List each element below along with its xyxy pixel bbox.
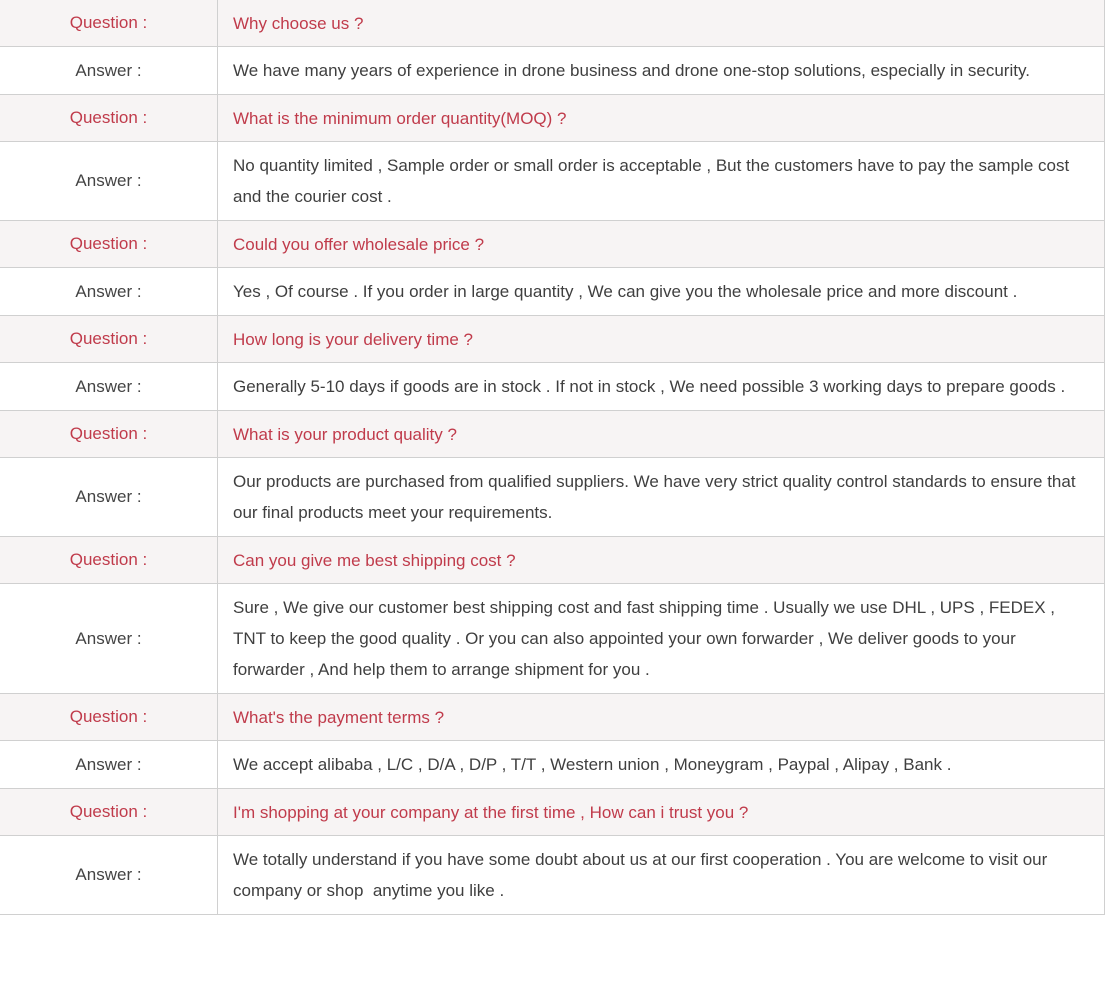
question-label: Question : <box>69 13 148 32</box>
question-label: Question : <box>69 424 148 443</box>
answer-row-content-cell <box>218 363 1104 410</box>
answer-text: Sure , We give our customer best shipping cost and fast shipping time . Usually we use DHL , UPS , FEDEX , TNT to keep the good quality . Or you can also appointed your own forwarder , We deliver goods to your forwarder , And help them to arrange shipment for you . <box>233 598 1060 679</box>
answer-label: Answer : <box>75 60 142 80</box>
faq-question-row <box>0 221 1104 268</box>
question-row-label-cell <box>0 316 218 362</box>
faq-answer-row <box>0 142 1104 221</box>
faq-answer-row <box>0 836 1104 915</box>
faq-question-row <box>0 0 1104 47</box>
faq-question-row <box>0 95 1104 142</box>
faq-question-row <box>0 316 1104 363</box>
question-row-content-cell <box>218 316 1104 362</box>
answer-text: We have many years of experience in drone business and drone one-stop solutions, especially in security. <box>233 61 1030 80</box>
answer-row-label-cell <box>0 268 218 315</box>
answer-row-label-cell <box>0 584 218 693</box>
question-row-label-cell <box>0 221 218 267</box>
answer-label: Answer : <box>75 628 142 648</box>
faq-answer-row <box>0 741 1104 789</box>
answer-text: Yes , Of course . If you order in large quantity , We can give you the wholesale price and more discount . <box>233 282 1018 301</box>
question-label: Question : <box>69 550 148 569</box>
question-text: I'm shopping at your company at the first time , How can i trust you ? <box>233 802 749 822</box>
question-row-label-cell <box>0 411 218 457</box>
question-row-label-cell <box>0 95 218 141</box>
question-row-label-cell <box>0 0 218 46</box>
question-label: Question : <box>69 234 148 253</box>
answer-row-content-cell <box>218 836 1104 914</box>
question-text: How long is your delivery time ? <box>233 329 473 349</box>
question-label: Question : <box>69 108 148 127</box>
question-label: Question : <box>69 802 148 821</box>
question-row-content-cell <box>218 0 1104 46</box>
faq-question-row <box>0 537 1104 584</box>
answer-label: Answer : <box>75 376 142 396</box>
question-row-label-cell <box>0 694 218 740</box>
answer-text: We accept alibaba , L/C , D/A , D/P , T/T , Western union , Moneygram , Paypal , Alipay , Bank . <box>233 755 952 774</box>
answer-row-content-cell <box>218 47 1104 94</box>
answer-row-content-cell <box>218 142 1104 220</box>
question-row-label-cell <box>0 789 218 835</box>
question-text: What is your product quality ? <box>233 424 457 444</box>
question-row-content-cell <box>218 411 1104 457</box>
answer-text: We totally understand if you have some doubt about us at our first cooperation . You are welcome to visit our company or shop anytime you like . <box>233 850 1052 900</box>
question-text: What is the minimum order quantity(MOQ) ? <box>233 108 567 128</box>
question-row-content-cell <box>218 694 1104 740</box>
question-row-content-cell <box>218 95 1104 141</box>
answer-label: Answer : <box>75 487 142 506</box>
answer-text: No quantity limited , Sample order or small order is acceptable , But the customers have to pay the sample cost and the courier cost . <box>233 156 1074 206</box>
faq-question-row <box>0 411 1104 458</box>
answer-row-label-cell <box>0 741 218 788</box>
question-text: Could you offer wholesale price ? <box>233 234 485 254</box>
answer-label: Answer : <box>75 865 142 884</box>
answer-label: Answer : <box>75 171 142 190</box>
question-row-content-cell <box>218 537 1104 583</box>
question-text: What's the payment terms ? <box>233 707 445 727</box>
answer-row-label-cell <box>0 363 218 410</box>
answer-row-content-cell <box>218 268 1104 315</box>
answer-row-label-cell <box>0 458 218 536</box>
question-row-content-cell <box>218 221 1104 267</box>
faq-question-row <box>0 789 1104 836</box>
answer-row-label-cell <box>0 47 218 94</box>
faq-question-row <box>0 694 1104 741</box>
answer-row-content-cell <box>218 584 1104 693</box>
answer-label: Answer : <box>75 754 142 774</box>
answer-text: Our products are purchased from qualified suppliers. We have very strict quality control standards to ensure that our final products meet your requirements. <box>233 472 1081 522</box>
faq-answer-row <box>0 268 1104 316</box>
question-text: Why choose us ? <box>233 13 364 33</box>
question-row-label-cell <box>0 537 218 583</box>
answer-row-label-cell <box>0 836 218 914</box>
faq-answer-row <box>0 47 1104 95</box>
question-row-content-cell <box>218 789 1104 835</box>
faq-answer-row <box>0 584 1104 694</box>
answer-label: Answer : <box>75 281 142 301</box>
faq-answer-row <box>0 458 1104 537</box>
faq-answer-row <box>0 363 1104 411</box>
answer-row-label-cell <box>0 142 218 220</box>
answer-row-content-cell <box>218 458 1104 536</box>
question-text: Can you give me best shipping cost ? <box>233 550 516 570</box>
question-label: Question : <box>69 707 148 726</box>
question-label: Question : <box>69 329 148 348</box>
answer-row-content-cell <box>218 741 1104 788</box>
answer-text: Generally 5-10 days if goods are in stock . If not in stock , We need possible 3 working days to prepare goods . <box>233 377 1066 396</box>
